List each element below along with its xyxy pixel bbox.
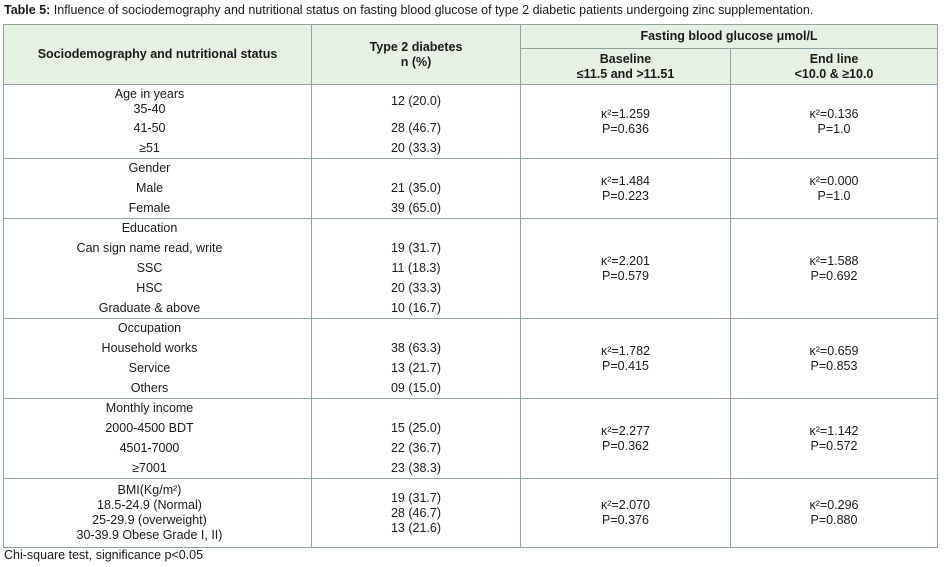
endline-stat: ᴋ²=0.136 P=1.0 [731,85,938,159]
row-label: Monthly income [4,399,312,419]
row-count: 11 (18.3) [312,259,521,279]
row-label: Household works [4,339,312,359]
baseline-stat: ᴋ²=2.201 P=0.579 [521,219,731,319]
row-label: ≥51 [4,139,312,159]
row-label: Male [4,179,312,199]
baseline-stat: ᴋ²=2.070 P=0.376 [521,479,731,548]
header-type2-line1: Type 2 diabetes [369,39,463,54]
table-row [4,399,938,419]
row-count: 19 (31.7) [312,239,521,259]
row-label: 41-50 [4,119,312,139]
header-type2-diabetes [312,25,521,85]
row-label: ≥7001 [4,459,312,479]
table-row [4,219,938,239]
header-endline-line1: End line [809,51,859,66]
row-count: 19 (31.7) 28 (46.7) 13 (21.6) [312,479,521,548]
table-caption-label: Table 5: [4,3,51,17]
row-label: SSC [4,259,312,279]
row-label: HSC [4,279,312,299]
row-label: BMI(Kg/m²) 18.5-24.9 (Normal) 25-29.9 (overweight) 30-39.9 Obese Grade I, II) [4,479,312,548]
endline-stat: ᴋ²=0.296 P=0.880 [731,479,938,548]
row-count: 38 (63.3) [312,339,521,359]
row-count: 15 (25.0) [312,419,521,439]
endline-stat: ᴋ²=0.000 P=1.0 [731,159,938,219]
row-label: Female [4,199,312,219]
header-sociodemography: Sociodemography and nutritional status [4,25,312,85]
row-label: Others [4,379,312,399]
row-count: 20 (33.3) [312,279,521,299]
row-label: 2000-4500 BDT [4,419,312,439]
row-label: 4501-7000 [4,439,312,459]
header-baseline-line2: ≤11.5 and >11.51 [576,66,675,81]
row-label: Education [4,219,312,239]
row-count: 10 (16.7) [312,299,521,319]
row-label: Occupation [4,319,312,339]
row-label: Graduate & above [4,299,312,319]
table-row [4,319,938,339]
header-baseline-line1: Baseline [599,51,652,66]
row-count [312,319,521,339]
row-label: Gender [4,159,312,179]
row-count: 28 (46.7) [312,119,521,139]
baseline-stat: ᴋ²=1.782 P=0.415 [521,319,731,399]
header-baseline [521,49,731,85]
header-fasting-glucose: Fasting blood glucose μmol/L [521,25,938,49]
row-count: 13 (21.7) [312,359,521,379]
row-count: 12 (20.0) [312,85,521,119]
table-row [4,159,938,179]
endline-stat: ᴋ²=1.588 P=0.692 [731,219,938,319]
row-count: 21 (35.0) [312,179,521,199]
table-row [4,85,938,119]
row-count: 20 (33.3) [312,139,521,159]
row-count: 39 (65.0) [312,199,521,219]
row-count: 23 (38.3) [312,459,521,479]
row-count: 09 (15.0) [312,379,521,399]
row-count [312,219,521,239]
row-label: Can sign name read, write [4,239,312,259]
row-count [312,399,521,419]
table-row [4,479,938,548]
baseline-stat: ᴋ²=1.484 P=0.223 [521,159,731,219]
table-caption-text: Influence of sociodemography and nutritional status on fasting blood glucose of type 2 diabetic patients undergoing zinc supplementation. [50,3,814,17]
row-label: Age in years 35-40 [4,85,312,119]
endline-stat: ᴋ²=0.659 P=0.853 [731,319,938,399]
row-label: Service [4,359,312,379]
header-endline-line2: <10.0 & ≥10.0 [794,66,874,81]
data-table [3,24,938,548]
row-count: 22 (36.7) [312,439,521,459]
row-count [312,159,521,179]
header-endline [731,49,938,85]
header-type2-line2: n (%) [400,54,432,69]
baseline-stat: ᴋ²=2.277 P=0.362 [521,399,731,479]
baseline-stat: ᴋ²=1.259 P=0.636 [521,85,731,159]
table-body [4,85,938,548]
table-caption [4,3,813,17]
table-footnote: Chi-square test, significance p<0.05 [4,548,204,562]
endline-stat: ᴋ²=1.142 P=0.572 [731,399,938,479]
